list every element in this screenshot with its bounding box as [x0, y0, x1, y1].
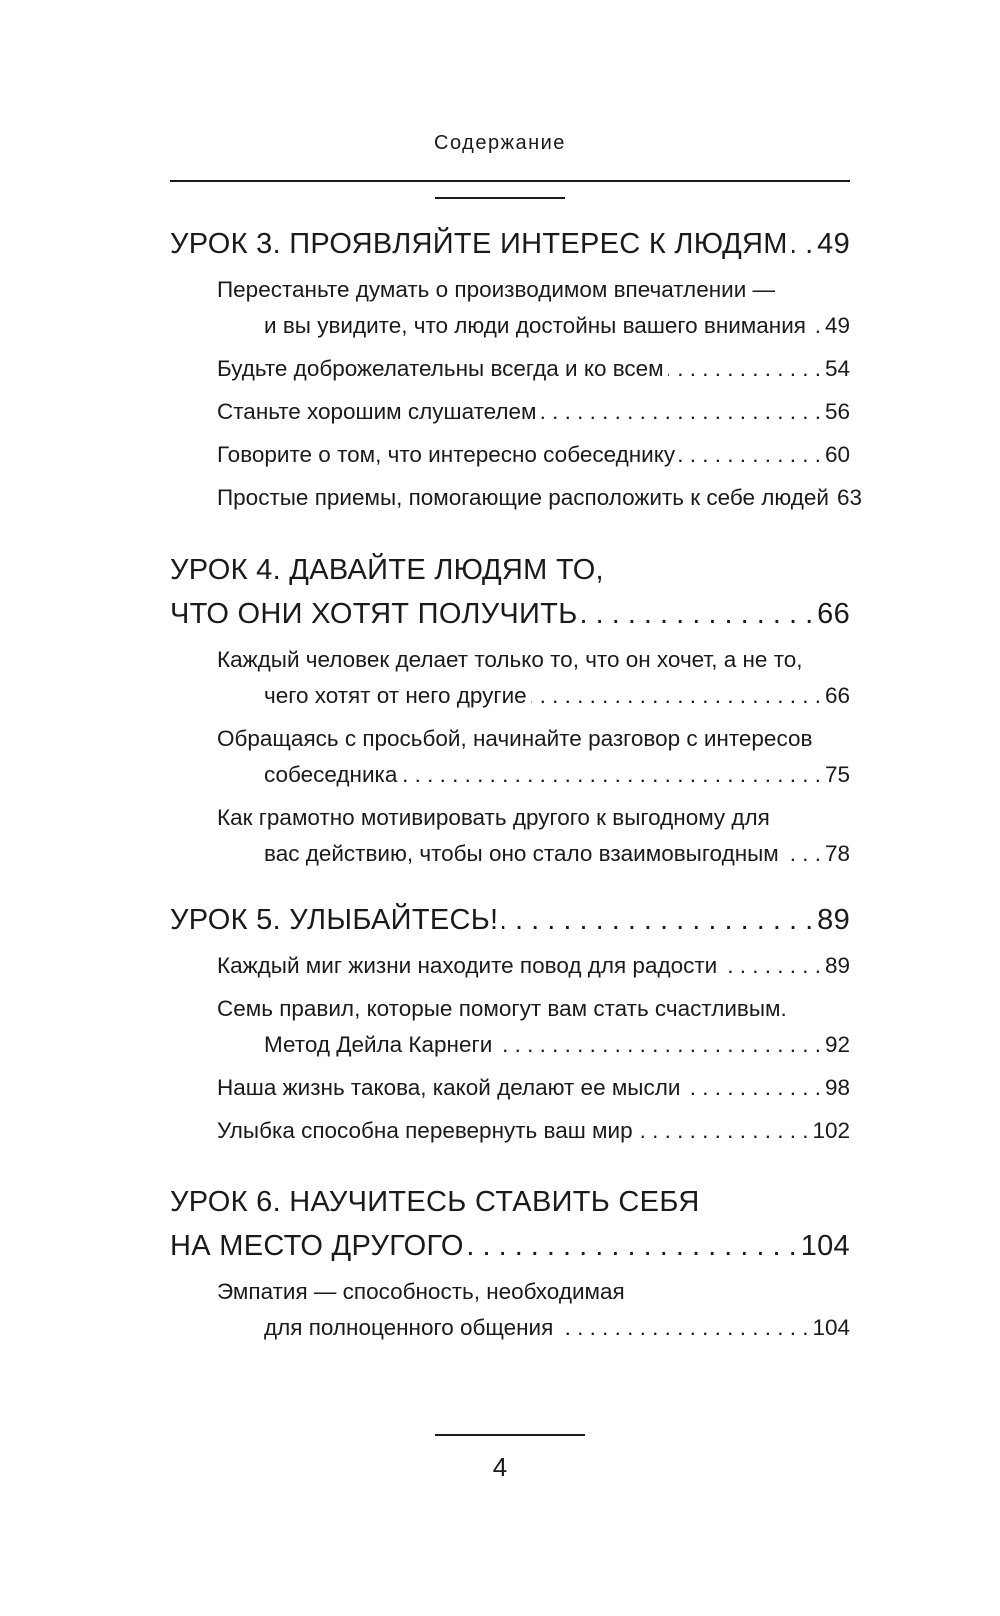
toc-entry — [217, 1274, 850, 1346]
dot-leader — [721, 948, 821, 984]
lesson-title: УРОК 5. УЛЫБАЙТЕСЬ! — [170, 904, 499, 936]
entry-title-cont: Метод Дейла Карнеги — [264, 1032, 493, 1057]
entry-page: 66 — [824, 683, 850, 708]
entry-page: 78 — [824, 841, 850, 866]
dot-leader — [557, 1310, 808, 1346]
toc-entry — [217, 437, 850, 473]
entry-title-cont: и вы увидите, что люди достойны вашего внимания — [264, 313, 806, 338]
entry-title: Перестаньте думать о производимом впечатлении — — [217, 277, 776, 302]
entry-line — [217, 836, 850, 872]
dot-leader — [541, 394, 821, 430]
entry-line — [217, 1070, 850, 1106]
entry-line — [217, 1310, 850, 1346]
toc-lesson-3 — [170, 222, 863, 516]
dot-leader — [401, 757, 821, 793]
entry-page: 56 — [824, 399, 850, 424]
toc-lesson-6 — [170, 1180, 850, 1346]
lesson-title-line — [170, 548, 850, 592]
entry-line — [217, 437, 850, 473]
dot-leader — [679, 437, 821, 473]
entry-title-cont: чего хотят от него другие — [264, 683, 527, 708]
entry-title: Обращаясь с просьбой, начинайте разговор с интересов — [217, 726, 813, 751]
entry-line — [217, 721, 850, 757]
entry-title-cont: собеседника — [264, 762, 398, 787]
toc-entry — [217, 1113, 850, 1149]
toc-entry — [217, 642, 850, 714]
dot-leader — [502, 898, 813, 942]
toc-entry — [217, 394, 850, 430]
toc-lesson-4 — [170, 548, 850, 872]
footer-rule — [435, 1434, 585, 1436]
dot-leader — [668, 351, 821, 387]
entry-line — [217, 948, 850, 984]
lesson-title: УРОК 3. ПРОЯВЛЯЙТЕ ИНТЕРЕС К ЛЮДЯМ — [170, 228, 788, 260]
entry-line — [217, 642, 850, 678]
entry-line — [217, 678, 850, 714]
header-short-rule — [435, 197, 565, 199]
entry-line — [217, 308, 850, 344]
toc-entry — [217, 480, 863, 516]
toc-entry — [217, 272, 850, 344]
entry-line — [217, 1113, 850, 1149]
lesson-title-line — [170, 222, 850, 266]
entry-title: Говорите о том, что интересно собеседнику — [217, 442, 676, 467]
entry-page: 92 — [824, 1032, 850, 1057]
lesson-page: 49 — [817, 228, 850, 260]
entry-title: Будьте доброжелательны всегда и ко всем — [217, 356, 664, 381]
dot-leader — [468, 1224, 797, 1268]
entry-title: Наша жизнь такова, какой делают ее мысли — [217, 1075, 681, 1100]
entry-line — [217, 1274, 850, 1310]
dot-leader — [684, 1070, 821, 1106]
lesson-title-line — [170, 898, 850, 942]
entry-page: 60 — [824, 442, 850, 467]
entry-title: Эмпатия — способность, необходимая — [217, 1279, 625, 1304]
dot-leader — [810, 308, 821, 344]
dot-leader — [496, 1027, 821, 1063]
lesson-title-line — [170, 592, 850, 636]
entry-page: 102 — [812, 1118, 850, 1143]
dot-leader — [792, 222, 813, 266]
entry-page: 75 — [824, 762, 850, 787]
header-rule — [170, 180, 850, 182]
toc-entry — [217, 991, 850, 1063]
lesson-page: 89 — [817, 904, 850, 936]
lesson-page: 104 — [800, 1230, 850, 1262]
toc-entry — [217, 351, 850, 387]
lesson-page: 66 — [817, 598, 850, 630]
entry-line — [217, 1027, 850, 1063]
entry-line — [217, 757, 850, 793]
entry-title: Улыбка способна перевернуть ваш мир — [217, 1118, 633, 1143]
entry-page: 54 — [824, 356, 850, 381]
lesson-title: УРОК 6. НАУЧИТЕСЬ СТАВИТЬ СЕБЯ — [170, 1186, 700, 1218]
entry-page: 104 — [812, 1315, 850, 1340]
lesson-title-line — [170, 1180, 850, 1224]
lesson-title: УРОК 4. ДАВАЙТЕ ЛЮДЯМ ТО, — [170, 554, 604, 586]
toc-entry — [217, 948, 850, 984]
entry-title-cont: вас действию, чтобы оно стало взаимовыгодным — [264, 841, 779, 866]
entry-line — [217, 991, 850, 1027]
toc-entry — [217, 800, 850, 872]
page-number: 4 — [492, 1452, 508, 1482]
running-head: Содержание — [434, 132, 566, 154]
entry-title: Каждый человек делает только то, что он хочет, а не то, — [217, 647, 803, 672]
entry-title: Простые приемы, помогающие расположить к себе людей — [217, 485, 829, 510]
entry-page: 63 — [836, 485, 863, 510]
entry-page: 98 — [824, 1075, 850, 1100]
entry-title: Семь правил, которые помогут вам стать счастливым. — [217, 996, 787, 1021]
entry-line — [217, 800, 850, 836]
dot-leader — [582, 592, 814, 636]
entry-line — [217, 272, 850, 308]
toc-entry — [217, 1070, 850, 1106]
entry-line — [217, 480, 863, 516]
entry-title: Как грамотно мотивировать другого к выгодному для — [217, 805, 770, 830]
dot-leader — [531, 678, 821, 714]
lesson-title-cont: НА МЕСТО ДРУГОГО — [170, 1230, 464, 1262]
toc-entry — [217, 721, 850, 793]
dot-leader — [783, 836, 821, 872]
entry-page: 89 — [824, 953, 850, 978]
entry-line — [217, 351, 850, 387]
entry-page: 49 — [824, 313, 850, 338]
entry-title-cont: для полноценного общения — [264, 1315, 554, 1340]
lesson-title-cont: ЧТО ОНИ ХОТЯТ ПОЛУЧИТЬ — [170, 598, 578, 630]
toc-lesson-5 — [170, 898, 850, 1149]
entry-title: Каждый миг жизни находите повод для радости — [217, 953, 718, 978]
dot-leader — [637, 1113, 809, 1149]
entry-line — [217, 394, 850, 430]
lesson-title-line — [170, 1224, 850, 1268]
entry-title: Станьте хорошим слушателем — [217, 399, 537, 424]
